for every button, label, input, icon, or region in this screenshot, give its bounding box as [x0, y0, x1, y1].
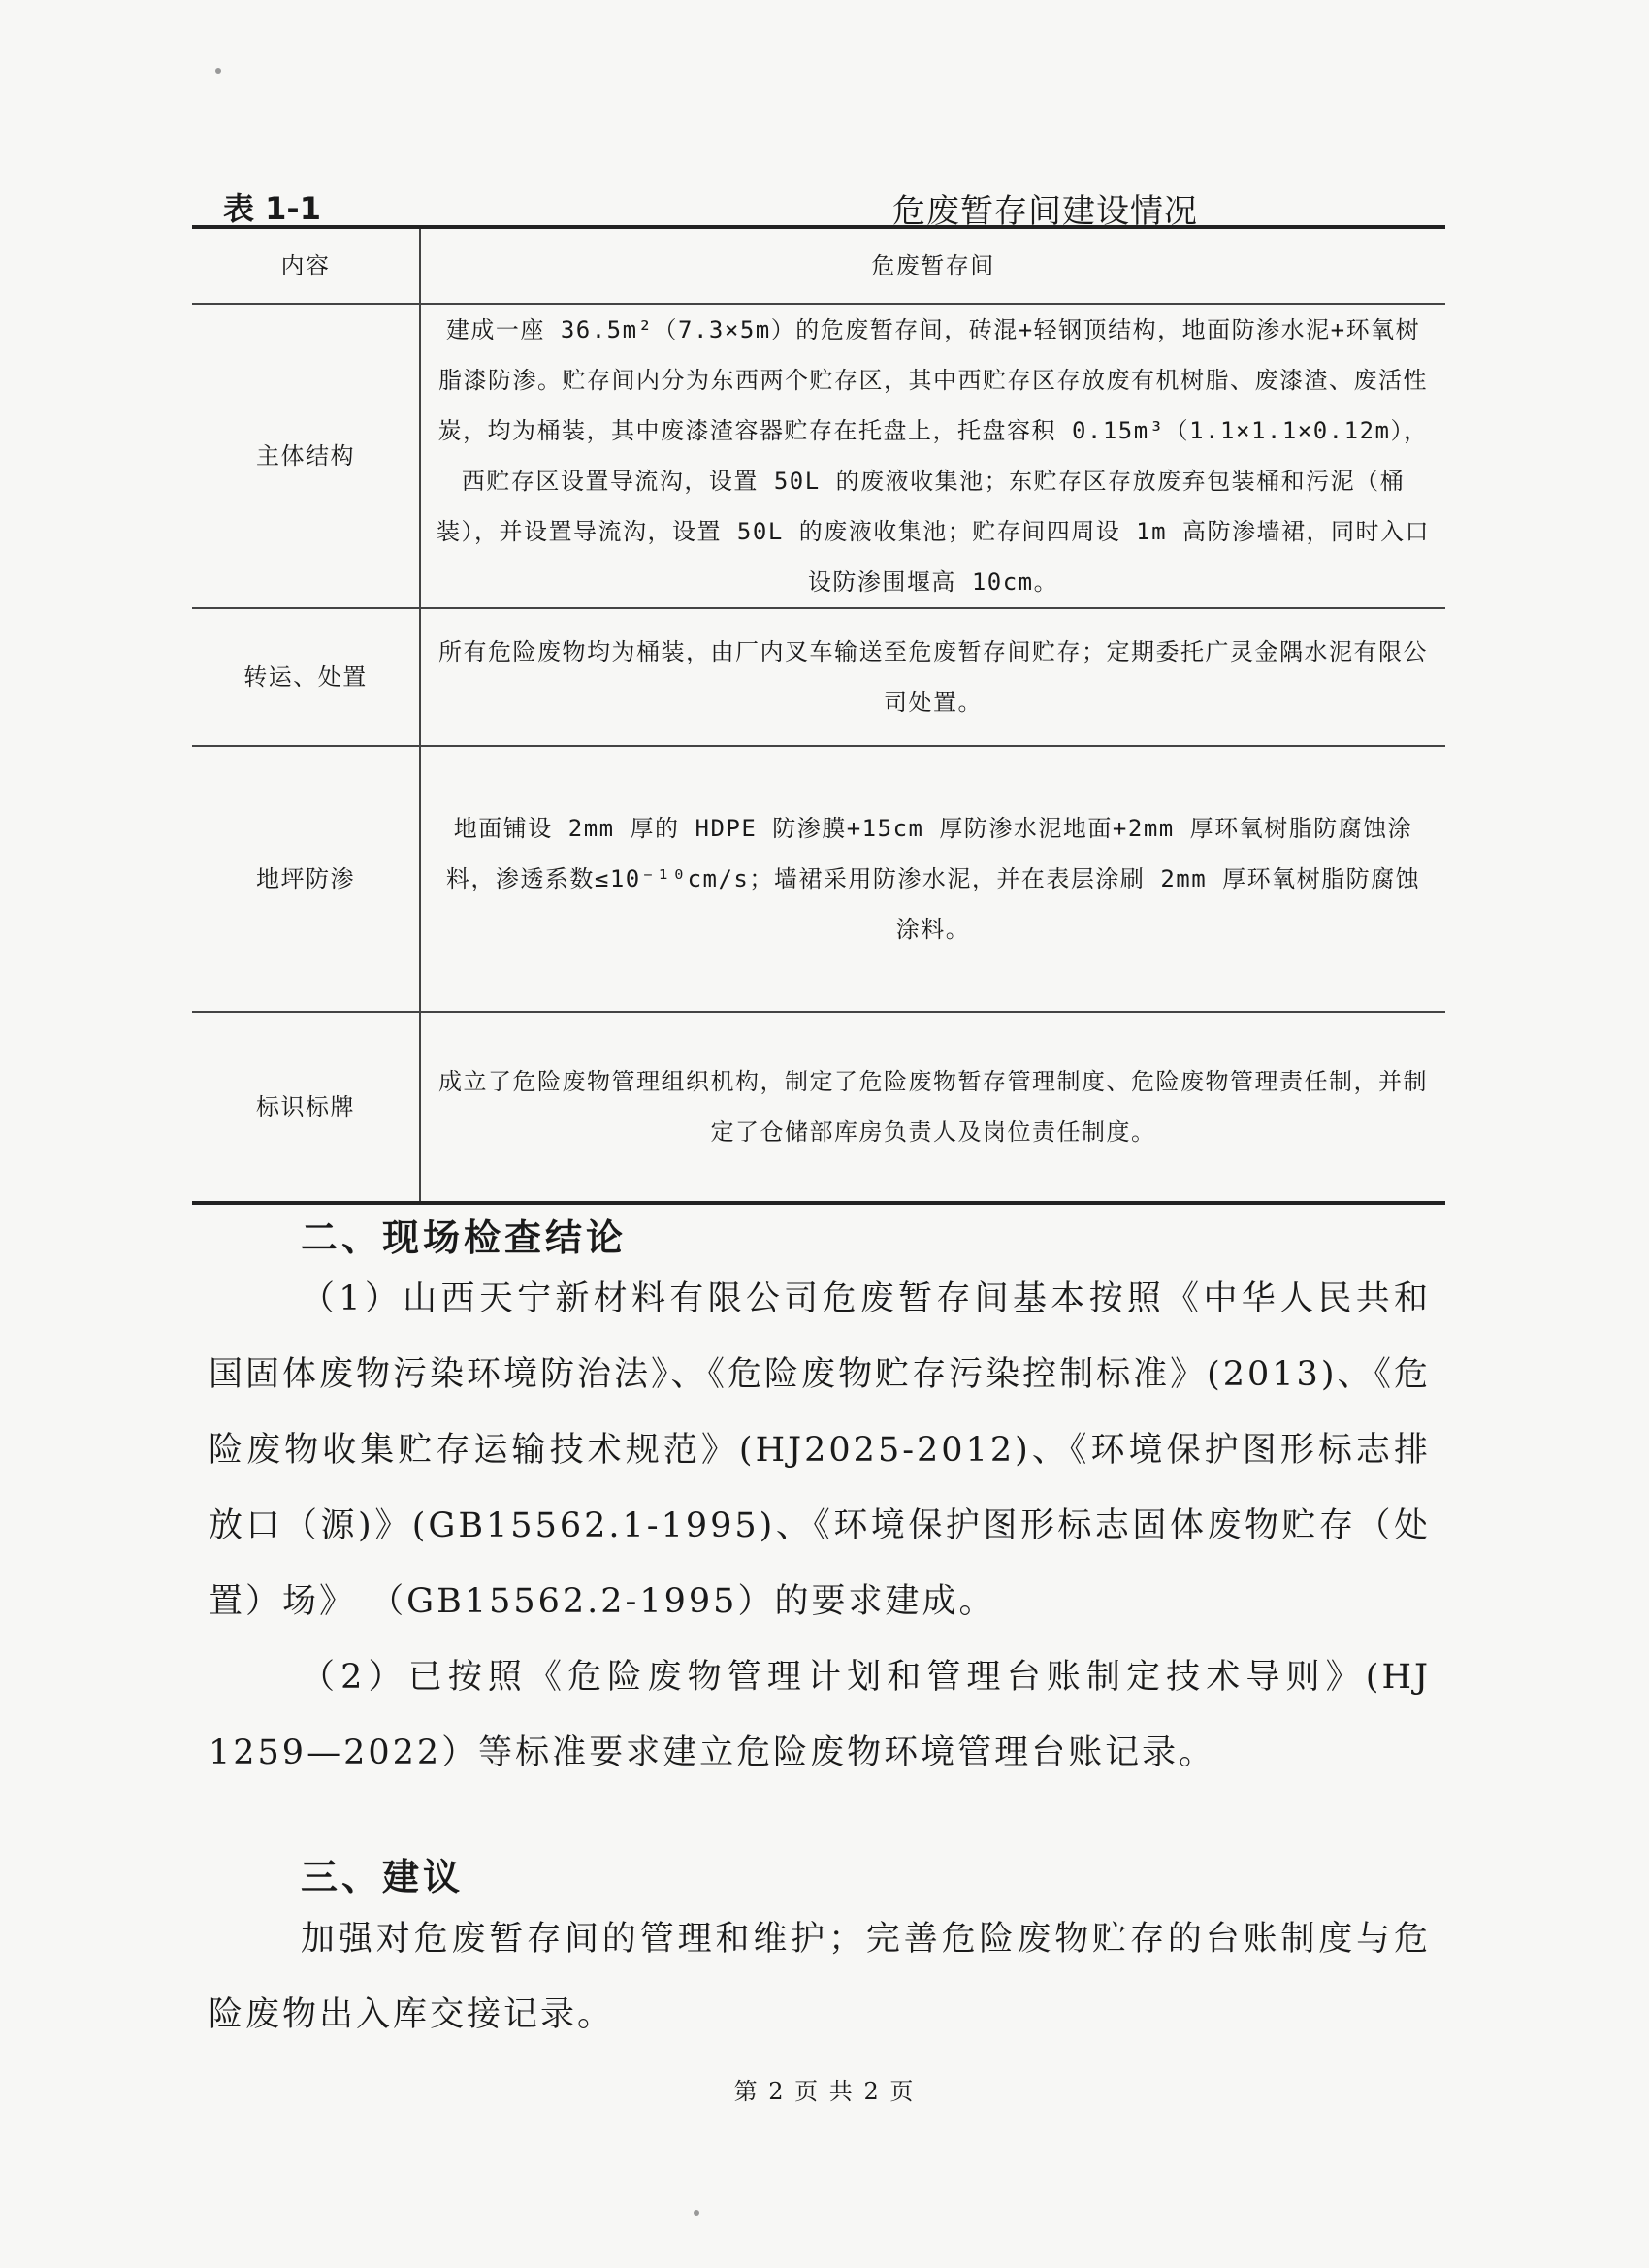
- table-row: [192, 304, 1445, 608]
- table-row: [192, 746, 1445, 1012]
- header-label-cell: 内容: [192, 227, 420, 304]
- table-number: 表 1-1: [223, 190, 321, 227]
- paragraph-conclusion-1: （1）山西天宁新材料有限公司危废暂存间基本按照《中华人民共和国固体废物污染环境防治法》、《危险废物贮存污染控制标准》(2013)、《危险废物收集贮存运输技术规范》(HJ2025-2012)、《环境保护图形标志排放口（源)》(GB15562.1-1995)、《环境保护图形标志固体废物贮存（处置）场》 （GB15562.2-1995）的要求建成。: [209, 1280, 1431, 1621]
- table-title: 危废暂存间建设情况: [892, 192, 1198, 231]
- row-content-structure: 建成一座 36.5m²（7.3×5m）的危废暂存间，砖混+轻钢顶结构，地面防渗水泥+环氧树脂漆防渗。贮存间内分为东西两个贮存区，其中西贮存区存放废有机树脂、废漆渣、废活性炭，均为桶装，其中废漆渣容器贮存在托盘上，托盘容积 0.15m³（1.1×1.1×0.12m），西贮存区设置导流沟，设置 50L 的废液收集池；东贮存区存放废弃包装桶和污泥（桶装），并设置导流沟，设置 50L 的废液收集池；贮存间四周设 1m 高防渗墙裙，同时入口设防渗围堰高 10cm。: [420, 304, 1445, 608]
- row-label-transport: 转运、处置: [192, 608, 420, 746]
- table-header-row: [192, 227, 1445, 304]
- row-content-transport: 所有危险废物均为桶装，由厂内叉车输送至危废暂存间贮存；定期委托广灵金隅水泥有限公司处置。: [420, 608, 1445, 746]
- row-label-floor: 地坪防渗: [192, 746, 420, 1012]
- paragraph-conclusion-2: （2）已按照《危险废物管理计划和管理台账制定技术导则》(HJ 1259—2022）等标准要求建立危险废物环境管理台账记录。: [209, 1658, 1431, 1772]
- storage-info-table: [192, 225, 1445, 1205]
- scan-speck: [694, 2210, 699, 2216]
- table-row: [192, 608, 1445, 746]
- scan-speck: [215, 68, 221, 74]
- paragraph-suggestion: 加强对危废暂存间的管理和维护；完善危险废物贮存的台账制度与危险废物出入库交接记录。: [209, 1920, 1431, 2034]
- table-caption: [194, 182, 1445, 231]
- row-content-signage: 成立了危险废物管理组织机构，制定了危险废物暂存管理制度、危险废物管理责任制，并制定了仓储部库房负责人及岗位责任制度。: [420, 1012, 1445, 1203]
- table-row: [192, 1012, 1445, 1203]
- section-heading-conclusion: 二、现场检查结论: [301, 1216, 628, 1259]
- row-label-signage: 标识标牌: [192, 1012, 420, 1203]
- page-footer: 第 2 页 共 2 页: [733, 2078, 916, 2105]
- row-label-structure: 主体结构: [192, 304, 420, 608]
- row-content-floor: 地面铺设 2mm 厚的 HDPE 防渗膜+15cm 厚防渗水泥地面+2mm 厚环氧树脂防腐蚀涂料，渗透系数≤10⁻¹⁰cm/s；墙裙采用防渗水泥，并在表层涂刷 2mm 厚环氧树脂防腐蚀涂料。: [420, 746, 1445, 1012]
- header-content-cell: 危废暂存间: [420, 227, 1445, 304]
- section-heading-suggestion: 三、建议: [301, 1856, 465, 1898]
